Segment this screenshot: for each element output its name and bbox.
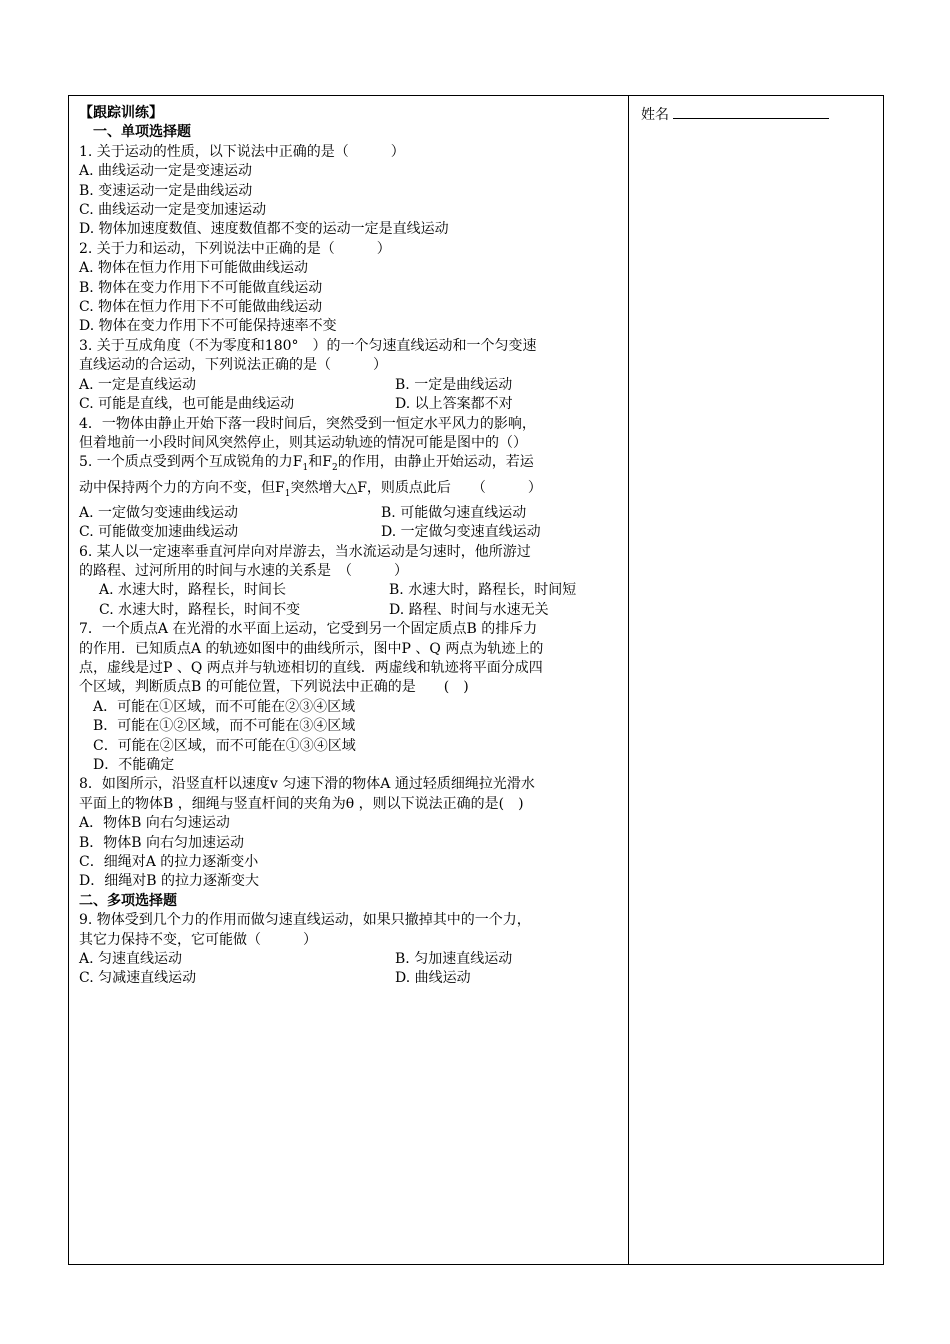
- q7-option-c: C．可能在②区域，而不可能在①③④区域: [93, 737, 356, 754]
- q5-option-c: C. 可能做变加速曲线运动: [79, 524, 239, 541]
- q7-stem-line4: 个区域，判断质点B 的可能位置，下列说法中正确的是 ( ): [79, 679, 469, 696]
- q4-stem-line1: 4．一物体由静止开始下落一段时间后，突然受到一恒定水平风力的影响，: [79, 415, 536, 432]
- column-divider: [628, 96, 629, 1264]
- q9-options-row2: [79, 969, 619, 988]
- q3-options-row2: [79, 395, 619, 414]
- q2-stem: 2. 关于力和运动，下列说法中正确的是（ ）: [79, 240, 391, 257]
- q9-option-b: B. 匀加速直线运动: [395, 951, 513, 968]
- q9-option-d: D. 曲线运动: [395, 970, 471, 987]
- worksheet-table: [68, 95, 884, 1265]
- q7-option-b: B．可能在①②区域，而不可能在③④区域: [93, 718, 356, 735]
- name-column: [641, 104, 829, 125]
- q1-option-d: D. 物体加速度数值、速度数值都不变的运动一定是直线运动: [79, 221, 449, 238]
- q7-option-d: D．不能确定: [93, 757, 175, 773]
- q5-options-row2: [79, 523, 619, 542]
- q3-option-c: C. 可能是直线，也可能是曲线运动: [79, 396, 295, 413]
- q1-option-b: B. 变速运动一定是曲线运动: [79, 182, 253, 199]
- q8-option-b: B．物体B 向右匀加速运动: [79, 834, 245, 851]
- exercise-column: [79, 104, 619, 989]
- q3-stem-line1: 3. 关于互成角度（不为零度和180° ）的一个匀速直线运动和一个匀变速: [79, 337, 537, 354]
- part2-title: 二、多项选择题: [79, 892, 177, 909]
- q8-option-d: D．细绳对B 的拉力逐渐变大: [79, 873, 259, 890]
- q9-options-row1: [79, 950, 619, 969]
- q1-option-c: C. 曲线运动一定是变加速运动: [79, 202, 267, 219]
- q8-option-a: A．物体B 向右匀速运动: [79, 815, 230, 832]
- q6-option-b: B. 水速大时，路程长，时间短: [389, 582, 577, 599]
- q6-option-c: C. 水速大时，路程长，时间不变: [99, 601, 301, 618]
- q7-stem-line1: 7．一个质点A 在光滑的水平面上运动，它受到另一个固定质点B 的排斥力: [79, 621, 538, 638]
- q5-options-row1: [79, 504, 619, 523]
- q1-stem: 1. 关于运动的性质，以下说法中正确的是（ ）: [79, 143, 405, 160]
- q5-stem-line1: 5. 一个质点受到两个互成锐角的力$F_1$和$F_2$的作用，由静止开始运动，若运: [79, 454, 534, 474]
- q6-options-row1: [79, 581, 619, 600]
- q3-option-b: B. 一定是曲线运动: [395, 376, 513, 393]
- name-field[interactable]: [673, 104, 829, 119]
- q8-stem-line1: 8．如图所示，沿竖直杆以速度v 匀速下滑的物体A 通过轻质细绳拉光滑水: [79, 776, 535, 793]
- q8-option-c: C．细绳对A 的拉力逐渐变小: [79, 854, 259, 871]
- name-label: 姓名: [641, 107, 669, 123]
- q3-option-a: A. 一定是直线运动: [79, 376, 197, 393]
- q4-stem-line2: 但着地前一小段时间风突然停止，则其运动轨迹的情况可能是图中的（）: [79, 434, 527, 451]
- q2-option-c: C. 物体在恒力作用下不可能做曲线运动: [79, 299, 323, 316]
- q7-stem-line3: 点，虚线是过P 、Q 两点并与轨迹相切的直线．两虚线和轨迹将平面分成四: [79, 659, 543, 676]
- q5-stem-line2: 动中保持两个力的方向不变，但$F_1$突然增大△F，则质点此后 （ ）: [79, 479, 542, 499]
- q7-stem-line2: 的作用．已知质点A 的轨迹如图中的曲线所示，图中P 、Q 两点为轨迹上的: [79, 640, 544, 657]
- q9-stem-line2: 其它力保持不变，它可能做（ ）: [79, 931, 317, 948]
- q5-option-b: B. 可能做匀速直线运动: [381, 504, 527, 521]
- q9-stem-line1: 9. 物体受到几个力的作用而做匀速直线运动，如果只撤掉其中的一个力，: [79, 912, 531, 929]
- q3-stem-line2: 直线运动的合运动，下列说法正确的是（ ）: [79, 357, 387, 374]
- q9-option-a: A. 匀速直线运动: [79, 951, 183, 968]
- part1-title: 一、单项选择题: [93, 124, 191, 141]
- q6-option-a: A. 水速大时，路程长，时间长: [99, 582, 287, 599]
- q7-option-a: A．可能在①区域，而不可能在②③④区域: [93, 698, 356, 715]
- q2-option-d: D. 物体在变力作用下不可能保持速率不变: [79, 318, 337, 335]
- q3-option-d: D. 以上答案都不对: [395, 396, 513, 413]
- q9-option-c: C. 匀减速直线运动: [79, 970, 197, 987]
- q1-option-a: A. 曲线运动一定是变速运动: [79, 163, 253, 180]
- q5-option-a: A. 一定做匀变速曲线运动: [79, 504, 239, 521]
- q2-option-b: B. 物体在变力作用下不可能做直线运动: [79, 279, 323, 296]
- q6-option-d: D. 路程、时间与水速无关: [389, 601, 549, 618]
- q6-options-row2: [79, 601, 619, 620]
- q6-stem-line2: 的路程、过河所用的时间与水速的关系是 （ ）: [79, 562, 408, 579]
- q2-option-a: A. 物体在恒力作用下可能做曲线运动: [79, 260, 309, 277]
- q6-stem-line1: 6. 某人以一定速率垂直河岸向对岸游去，当水流运动是匀速时，他所游过: [79, 543, 531, 560]
- q3-options-row1: [79, 376, 619, 395]
- q8-stem-line2: 平面上的物体B ，细绳与竖直杆间的夹角为θ ，则以下说法正确的是( ): [79, 795, 524, 812]
- section-title: 【跟踪训练】: [79, 105, 163, 121]
- q5-option-d: D. 一定做匀变速直线运动: [381, 524, 541, 541]
